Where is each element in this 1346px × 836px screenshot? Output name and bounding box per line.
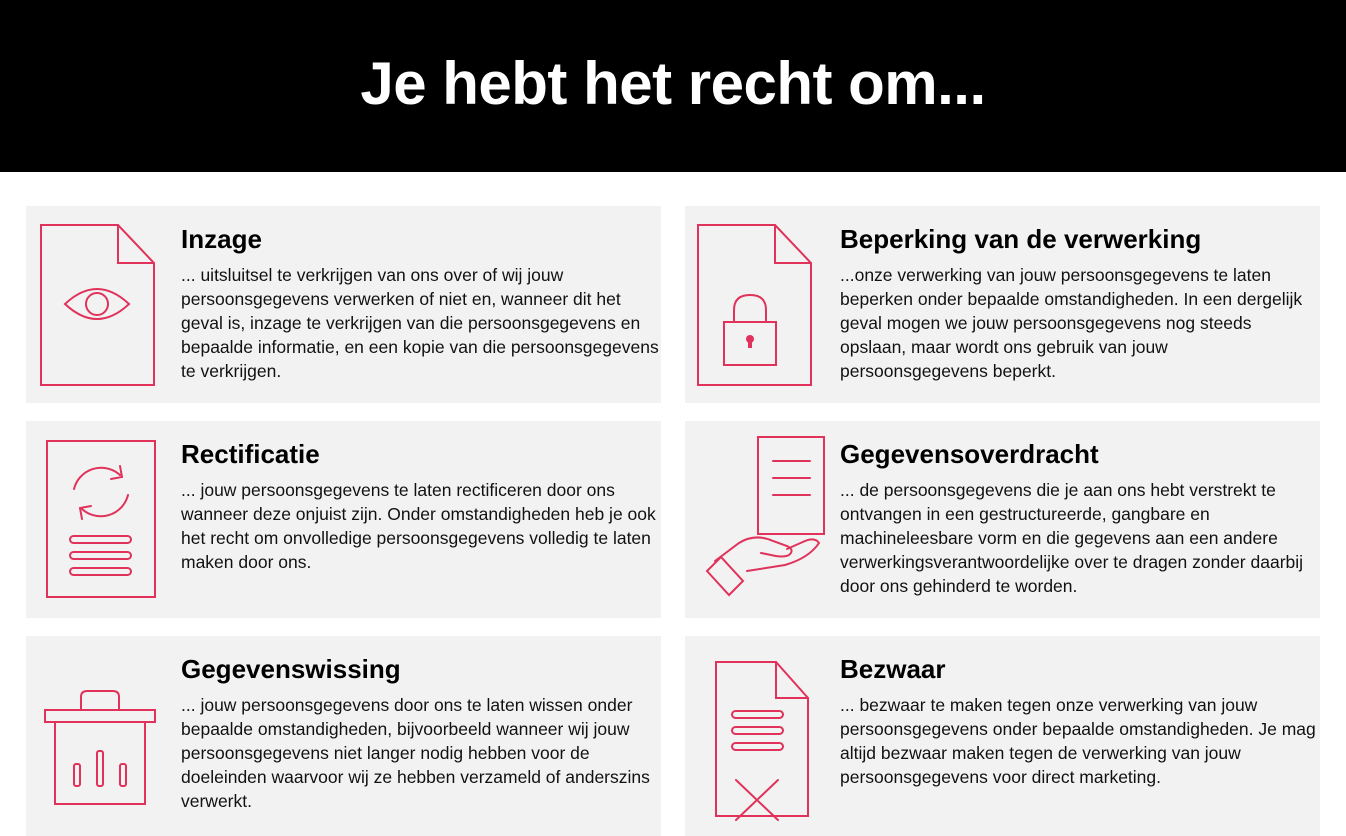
card-heading: Beperking van de verwerking [840,224,1202,254]
right-card-beperking [685,206,1320,403]
card-heading: Gegevensoverdracht [840,439,1099,469]
right-card-gegevenswissing [26,636,661,836]
card-text: ... jouw persoonsgegevens te laten rectificeren door ons wanneer deze onjuist zijn. Onder omstandigheden heb je ook het recht om onvolledige persoonsgegevens volledig te laten maken door ons. [181,480,656,572]
card-text: ...onze verwerking van jouw persoonsgegevens te laten beperken onder bepaalde omstandigheden. In een dergelijk geval mogen we jouw persoonsgegevens nog steeds opslaan, maar wordt ons gebruik van jouw persoonsgegevens beperkt. [840,265,1303,381]
trash-bin-icon [36,648,171,823]
card-text: ... de persoonsgegevens die je aan ons hebt verstrekt te ontvangen in een gestructureerde, gangbare en machineleesbare vorm en die gegevens aan een andere verwerkingsverantwoordelijke over te dragen zonder daarbij door ons gehinderd te worden. [840,480,1304,596]
right-card-gegevensoverdracht [685,421,1320,618]
card-heading: Bezwaar [840,654,946,684]
card-heading: Gegevenswissing [181,654,401,684]
card-text: ... bezwaar te maken tegen onze verwerking van jouw persoonsgegevens onder bepaalde omstandigheden. Je mag altijd bezwaar maken tegen de verwerking van jouw persoonsgegevens voor direct marketing. [840,695,1316,787]
right-card-rectificatie [26,421,661,618]
card-text: ... uitsluitsel te verkrijgen van ons over of wij jouw persoonsgegevens verwerken of niet en, wanneer dit het geval is, inzage te verkrijgen van die persoonsgegevens en bepaalde informatie, en een kopie van die persoonsgegevens te verkrijgen. [181,265,659,381]
hand-document-icon [695,433,830,608]
header-banner [0,0,1346,172]
page-title: Je hebt het recht om... [360,50,986,117]
document-refresh-icon [36,433,171,608]
right-card-bezwaar [685,636,1320,836]
card-heading: Rectificatie [181,439,320,469]
document-cross-icon [695,648,830,823]
card-text: ... jouw persoonsgegevens door ons te laten wissen onder bepaalde omstandigheden, bijvoorbeeld wanneer wij jouw persoonsgegevens niet langer nodig hebben voor de doeleinden waarvoor wij ze hebben verzameld of anderszins verwerkt. [181,695,650,811]
card-heading: Inzage [181,224,262,254]
document-eye-icon [36,218,171,393]
right-card-inzage [26,206,661,403]
document-lock-icon [695,218,830,393]
